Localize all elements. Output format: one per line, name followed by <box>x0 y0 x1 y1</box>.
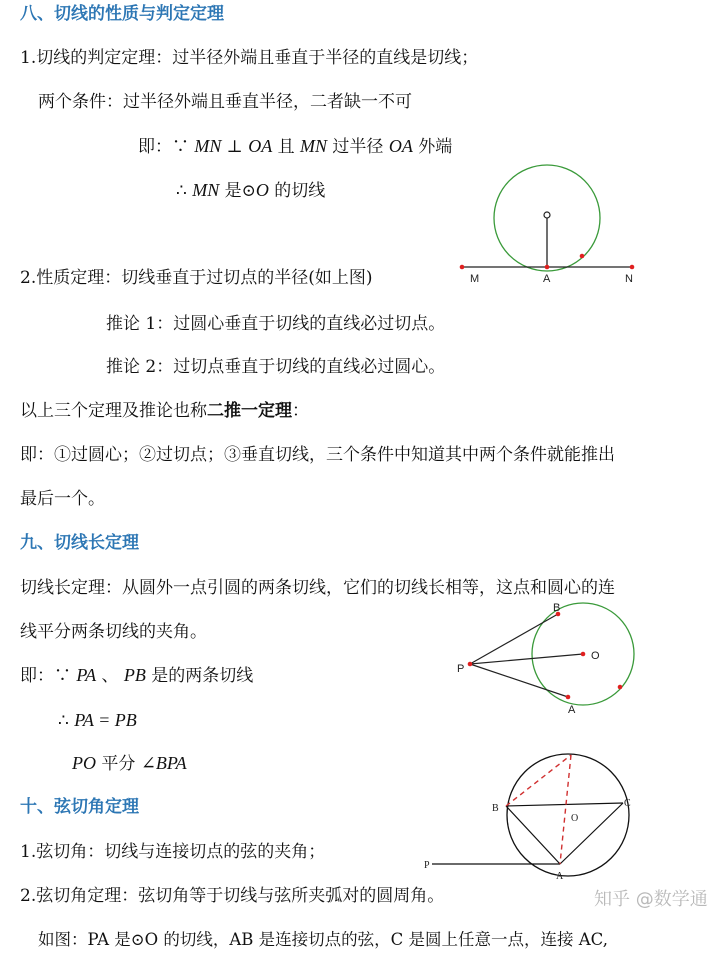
watermark: 知乎 @数学通 <box>594 889 708 910</box>
dashed-line-1 <box>506 755 571 806</box>
pa-equals-pb: ∴ PA = PB <box>58 710 137 731</box>
label-m: M <box>470 273 480 285</box>
chord-tangent-angle-def: 1.弦切角：切线与连接切点的弦的夹角； <box>20 842 326 862</box>
property-theorem: 2.性质定理：切线垂直于过切点的半径(如上图) <box>20 268 373 288</box>
label-o: O <box>591 650 600 662</box>
two-implies-one-text: 以上三个定理及推论也称二推一定理： <box>20 401 309 421</box>
pa-pb-statement: 即：∵ PA 、 PB 是的两条切线 <box>20 665 254 686</box>
chord-bc <box>506 803 623 806</box>
label-p: P <box>457 663 465 675</box>
tangent-criterion-theorem: 1.切线的判定定理：过半径外端且垂直于半径的直线是切线； <box>20 48 479 68</box>
label-a-3: A <box>556 871 564 882</box>
section-10-title: 十、弦切角定理 <box>20 797 139 817</box>
label-n: N <box>625 273 633 285</box>
three-conditions-text: 即：①过圆心；②过切点；③垂直切线，三个条件中知道其中两个条件就能推出 <box>20 445 615 465</box>
tangent-length-theorem: 切线长定理：从圆外一点引圆的两条切线，它们的切线长相等，这点和圆心的连 <box>20 578 615 598</box>
corollary-1: 推论 1：过圆心垂直于切线的直线必过切点。 <box>106 314 446 334</box>
label-a-2: A <box>568 704 576 716</box>
po-bisects-angle: PO 平分 ∠BPA <box>72 753 187 774</box>
last-one-text: 最后一个。 <box>20 489 105 509</box>
label-a: A <box>543 273 551 285</box>
chord-ab <box>506 806 560 864</box>
section-9-title: 九、切线长定理 <box>20 533 139 553</box>
example-text: 如图：PA 是⊙O 的切线，AB 是连接切点的弦，C 是圆上任意一点，连接 AC, <box>38 930 608 949</box>
label-c: C <box>624 798 631 809</box>
label-b: B <box>553 602 561 614</box>
conclusion-statement: ∴ MN 是⊙O 的切线 <box>176 180 326 201</box>
label-b-3: B <box>492 803 499 814</box>
tangent-length-theorem-cont: 线平分两条切线的夹角。 <box>20 622 207 642</box>
dashed-line-2 <box>560 755 571 864</box>
condition-statement: 即：∵ MN ⊥ OA 且 MN 过半径 OA 外端 <box>138 136 453 157</box>
section-8-title: 八、切线的性质与判定定理 <box>20 4 224 24</box>
label-o-3: O <box>571 813 579 824</box>
chord-tangent-angle-theorem: 2.弦切角定理：弦切角等于切线与弦所夹弧对的圆周角。 <box>20 886 445 906</box>
corollary-2: 推论 2：过切点垂直于切线的直线必过圆心。 <box>106 357 446 377</box>
label-p-3: P <box>424 860 430 871</box>
two-conditions-text: 两个条件：过半径外端且垂直半径，二者缺一不可 <box>38 92 412 112</box>
